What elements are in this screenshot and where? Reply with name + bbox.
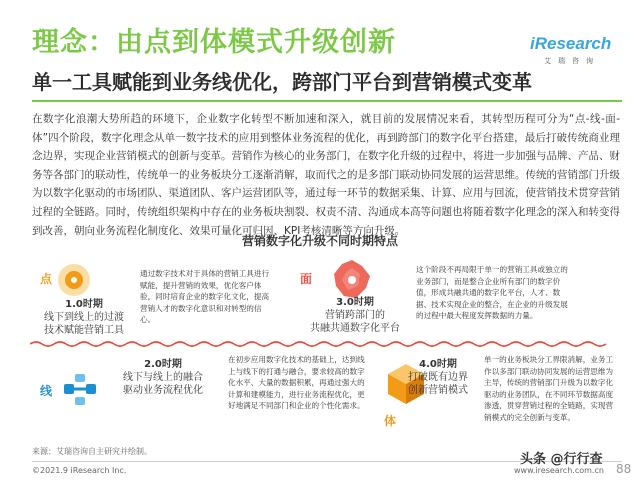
page-subtitle: 单一工具赋能到业务线优化，跨部门平台到营销模式变革 (32, 70, 532, 94)
section-title: 营销数字化升级不同时期特点 (241, 234, 398, 248)
quadrant-description: 单一的业务板块分工界限消解，业务工作以多部门联动协同发展的运营思维为主导，传统的营销部门升级为以数字化驱动的业务团队，在不同环节数据高度渗透，贯穿营销过程的全链路，实现营销模式的完全创新与变革。 (484, 355, 614, 422)
iresearch-logo (530, 34, 610, 74)
period-desc-line2: 创新营销模式 (408, 385, 468, 396)
logo-cn-text: 艾瑞咨询 (544, 57, 600, 65)
period-desc-line1: 打破既有边界 (408, 372, 468, 383)
line-icon (60, 370, 100, 410)
period-desc-line2: 驱动业务流程优化 (123, 385, 203, 396)
quadrant-description: 这个阶段不再局限于单一的营销工具或独立的业务部门，而是整合企业所有部门的数字价值，形成共融共通的数字化平台，人才、数据、技术实现企业的整合，在企业的升级发展的过程中最大程度发挥数据的力量。 (416, 265, 568, 321)
period-desc-line1: 线下到线上的过渡 (44, 312, 124, 323)
period-title: 2.0时期 (144, 359, 182, 370)
quadrant-label: 体 (384, 414, 397, 428)
logo-text: iResearch (530, 34, 612, 53)
website-link[interactable]: www.iresearch.com.cn (514, 466, 604, 475)
period-title: 1.0时期 (65, 299, 103, 310)
page-number: 88 (616, 462, 632, 476)
header-divider (32, 100, 622, 102)
period-title: 4.0时期 (419, 359, 457, 370)
quadrant-label: 线 (40, 384, 53, 398)
page-title: 理念：由点到体模式升级创新 (32, 27, 396, 58)
dot-icon (54, 260, 94, 300)
period-desc-line2: 技术赋能营销工具 (44, 325, 124, 336)
intro-paragraph: 在数字化浪潮大势所趋的环境下，企业数字化转型不断加速和深入，就目前的发展情况来看，其转型历程可分为“点-线-面-体”四个阶段，数字化理念从单一数字技术的应用到整体业务流程的优化，再到跨部门的数字化平台搭建，最后打破传统商业理念边界，实现企业营销模式的创新与变革。营销作为核心的业务部门，在数字化升级的过程中，将进一步加强与品牌、产品、财务等各部门的联动性，传统单一的业务板块分工逐渐消解，取而代之的是多部门联动协同发展的运营思维。传统的营销部门升级为以数字化驱动的市场团队、渠道团队、客户运营团队等，通过每一环节的数据采集、计算、应用与回流，使营销技术贯穿营销过程的全链路。同时，传统组织架构中存在的业务板块割裂、权责不清、沟通成本高等问题也将随着数字化理念的深入和转变得到改善，朝向业务流程化制度化、效果可量化可归因、KPI考核清晰等方向升级。 (32, 113, 620, 237)
period-title: 3.0时期 (336, 297, 374, 308)
quadrant-description: 在初步应用数字化技术的基础上，达到线上与线下的打通与融合，要求较高的数字化水平、大量的数据积累，再通过强大的计算和建模能力，进行业务流程优化，更好地满足不同部门和企业的个性化需求。 (228, 355, 365, 411)
period-desc-line1: 营销跨部门的 (325, 310, 385, 321)
period-desc-line1: 线下与线上的融合 (123, 372, 203, 383)
quadrant-label: 点 (40, 272, 53, 286)
watermark: 头条 @行行查 (520, 452, 603, 467)
period-block (300, 296, 410, 335)
timeline-wave (30, 340, 608, 348)
period-block (34, 298, 134, 337)
period-block (398, 358, 478, 397)
quadrant-label: 面 (300, 272, 313, 286)
period-block (108, 358, 218, 397)
source-note: 来源：艾瑞咨询自主研究并绘制。 (32, 447, 152, 456)
period-desc-line2: 共融共通数字化平台 (310, 323, 400, 334)
quadrant-description: 通过数字技术对于具体的营销工具进行赋能，提升营销的效果，优化客户体验，同时培育企业的数字化文化，提高营销人才的数字化意识和对转型的信心。 (140, 269, 270, 325)
copyright: ©2021.9 iResearch Inc. (32, 466, 127, 475)
